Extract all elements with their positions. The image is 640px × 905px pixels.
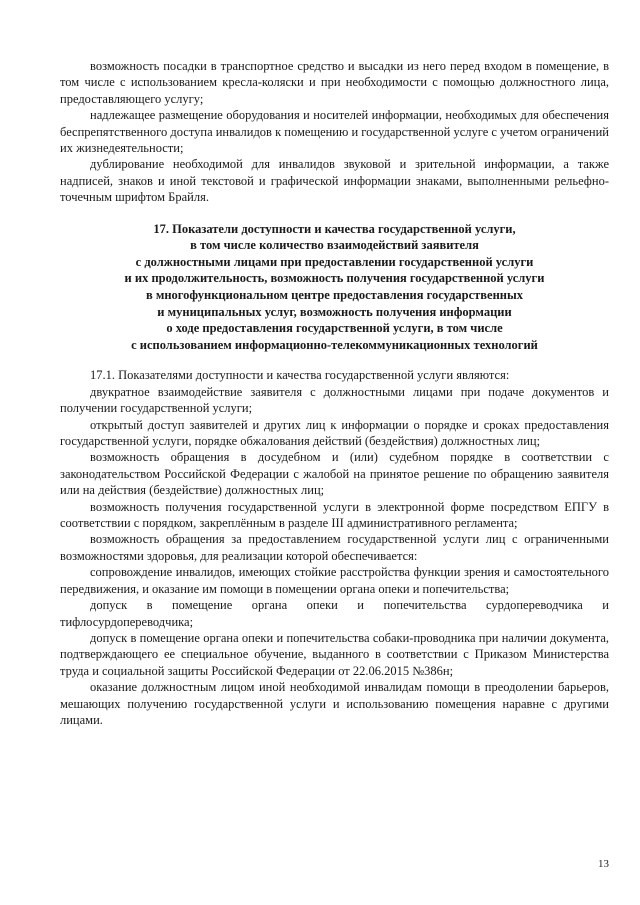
heading-line: в том числе количество взаимодействий заявителя bbox=[190, 238, 479, 253]
paragraph: дублирование необходимой для инвалидов звуковой и зрительной информации, а также надписей, знаков и иной текстовой и графической информации знаками, выполненными рельефно-точечным шрифтом Брайля. bbox=[60, 157, 609, 205]
paragraph: оказание должностным лицом иной необходимой инвалидам помощи в преодолении барьеров, мешающих получению государственной услуги и использованию помещения наравне с другими лицами. bbox=[60, 680, 609, 727]
page-number: 13 bbox=[598, 858, 609, 870]
paragraph: двукратное взаимодействие заявителя с должностными лицами при подаче документов и получении государственной услуги; bbox=[60, 384, 609, 416]
heading-line: и муниципальных услуг, возможность получения информации bbox=[157, 304, 512, 319]
heading-line: в многофункциональном центре предоставления государственных bbox=[145, 288, 524, 303]
heading-line: о ходе предоставления государственной услуги, в том числе bbox=[166, 321, 503, 336]
paragraph: открытый доступ заявителей и других лиц к информации о порядке и сроках предоставления государственной услуги, порядке обжалования действий (бездействия) должностных лиц; bbox=[60, 417, 609, 449]
paragraphs-after bbox=[60, 367, 609, 728]
heading-line: 17. Показатели доступности и качества государственной услуги, bbox=[153, 221, 516, 236]
section-heading bbox=[60, 221, 609, 354]
heading-line: и их продолжительность, возможность получения государственной услуги bbox=[124, 271, 545, 286]
paragraphs-before bbox=[60, 58, 609, 206]
paragraph: возможность получения государственной услуги в электронной форме посредством ЕПГУ в соответствии с порядком, закреплённым в разделе III административного регламента; bbox=[60, 499, 609, 531]
paragraph: возможность посадки в транспортное средство и высадки из него перед входом в помещение, в том числе с использованием кресла-коляски и при необходимости с помощью должностного лица, предоставляющего услугу; bbox=[60, 59, 609, 106]
paragraph: допуск в помещение органа опеки и попечительства собаки-проводника при наличии документа, подтверждающего ее специальное обучение, выданного в соответствии с Приказом Министерства труда и социальной защиты Российской Федерации от 22.06.2015 №386н; bbox=[60, 630, 609, 678]
paragraph: допуск в помещение органа опеки и попечительства сурдопереводчика и тифлосурдопереводчика; bbox=[60, 598, 609, 629]
paragraph: сопровождение инвалидов, имеющих стойкие расстройства функции зрения и самостоятельного передвижения, и оказание им помощи в помещении органа опеки и попечительства; bbox=[60, 565, 609, 596]
paragraph: 17.1. Показателями доступности и качества государственной услуги являются: bbox=[90, 368, 510, 383]
paragraph: надлежащее размещение оборудования и носителей информации, необходимых для обеспечения беспрепятственного доступа инвалидов к помещению и государственной услуге с учетом ограничений их жизнедеятельности; bbox=[60, 108, 609, 156]
paragraph: возможность обращения в досудебном и (или) судебном порядке в соответствии с законодательством Российской Федерации с жалобой на принятое решение по обращению заявителя или на действия (бездействие) должностных лиц; bbox=[60, 450, 609, 498]
heading-line: с использованием информационно-телекоммуникационных технологий bbox=[131, 337, 538, 352]
heading-line: с должностными лицами при предоставлении государственной услуги bbox=[135, 254, 534, 269]
document-page bbox=[60, 58, 609, 728]
paragraph: возможность обращения за предоставлением государственной услуги лиц с ограниченными возможностями здоровья, для реализации которой обеспечивается: bbox=[60, 532, 609, 563]
